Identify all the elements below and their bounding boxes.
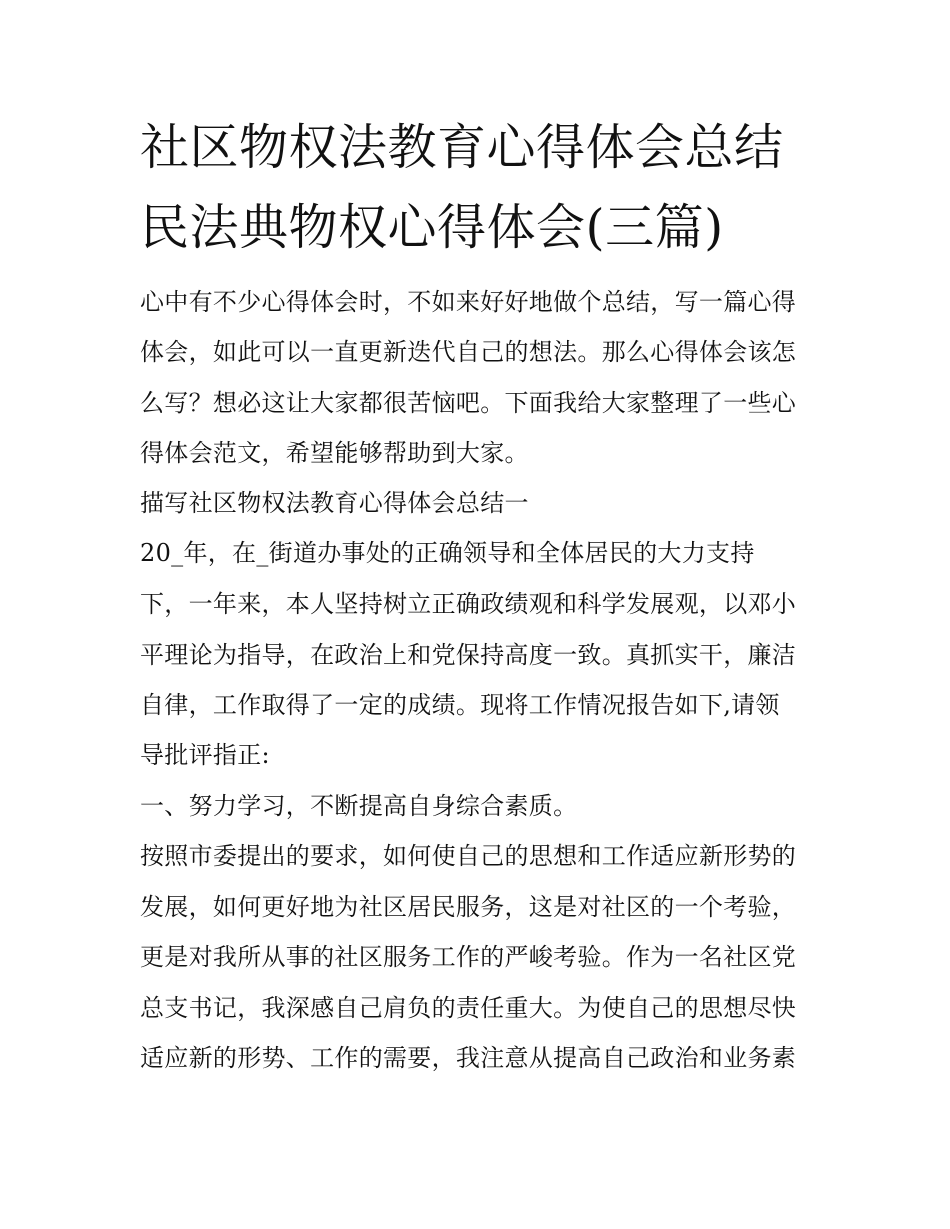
body-line: 下，一年来，本人坚持树立正确政绩观和科学发展观，以邓小 bbox=[140, 590, 797, 618]
body-line: 按照市委提出的要求，如何使自己的思想和工作适应新形势的 bbox=[140, 842, 797, 870]
body-line: 体会，如此可以一直更新迭代自己的想法。那么心得体会该怎 bbox=[140, 338, 797, 366]
body-line: 适应新的形势、工作的需要，我注意从提高自己政治和业务素 bbox=[140, 1044, 797, 1072]
body-line: 20_年，在_街道办事处的正确领导和全体居民的大力支持 bbox=[140, 539, 755, 567]
body-line: 平理论为指导，在政治上和党保持高度一致。真抓实干，廉洁 bbox=[140, 641, 797, 669]
body-line: 得体会范文，希望能够帮助到大家。 bbox=[140, 439, 529, 467]
section-heading: 描写社区物权法教育心得体会总结一 bbox=[140, 489, 529, 517]
body-line: 发展，如何更好地为社区居民服务，这是对社区的一个考验， bbox=[140, 893, 797, 921]
document-title-line-2: 民法典物权心得体会(三篇) bbox=[140, 199, 724, 256]
subsection-heading: 一、努力学习，不断提高自身综合素质。 bbox=[140, 792, 578, 820]
body-line: 总支书记，我深感自己肩负的责任重大。为使自己的思想尽快 bbox=[140, 994, 797, 1022]
body-line: 更是对我所从事的社区服务工作的严峻考验。作为一名社区党 bbox=[140, 943, 797, 971]
body-line: 导批评指正: bbox=[140, 741, 270, 769]
body-line: 心中有不少心得体会时，不如来好好地做个总结，写一篇心得 bbox=[140, 288, 797, 316]
body-line: 自律，工作取得了一定的成绩。现将工作情况报告如下,请领 bbox=[140, 691, 780, 719]
document-title-line-1: 社区物权法教育心得体会总结 bbox=[140, 119, 784, 176]
body-line: 么写？想必这让大家都很苦恼吧。下面我给大家整理了一些心 bbox=[140, 389, 797, 417]
